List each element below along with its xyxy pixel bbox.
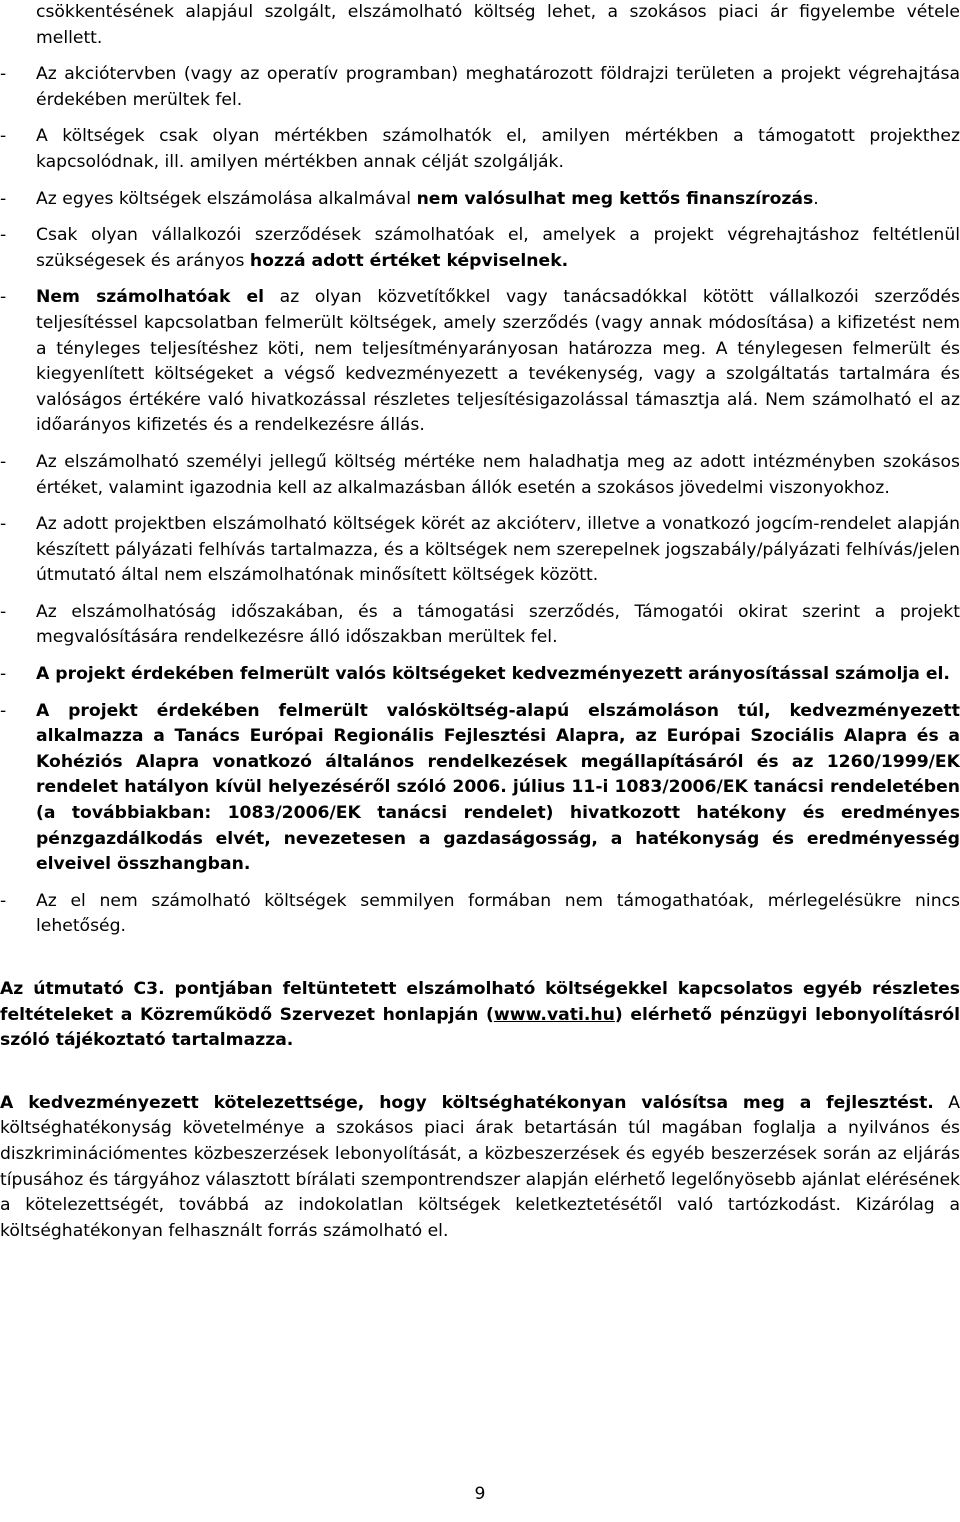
list-item-text: Az el nem számolható költségek semmilyen formában nem támogathatóak, mérlegelésükre nincs lehetőség.: [36, 890, 960, 937]
bullet-dash: -: [0, 225, 7, 246]
list-item-text: Csak olyan vállalkozói szerződések számolhatóak el, amelyek a projekt végrehajtáshoz feltétlenül szükségesek és arányos: [36, 225, 960, 271]
bullet-dash: -: [0, 664, 7, 685]
list-item-bold-text: A projekt érdekében felmerült valósköltség-alapú elszámoláson túl, kedvezményezett alkalmazza a Tanács Európai Regionális Fejlesztési Alapra, az Európai Szociális Alapra és a Kohéziós Alapra vonatkozó általános rendelkezések megállapításáról és az 1260/1999/EK rendelet hatályon kívül helyezéséről szóló 2006. július 11-i 1083/2006/EK tanácsi rendeletében (a továbbiakban: 1083/2006/EK tanácsi rendelet) hivatkozott hatékony és eredményes pénzgazdálkodás elvét, nevezetesen a gazdaságosság, a hatékonyság és eredményesség elveivel összhangban.: [36, 700, 960, 875]
list-item-text: Az egyes költségek elszámolása alkalmával: [36, 188, 417, 209]
list-item-text: Az elszámolható személyi jellegű költség mértéke nem haladhatja meg az adott intézményben szokásos értéket, valamint igazodnia kell az alkalmazásban állók esetén a szokásos jövedelmi viszonyokhoz.: [36, 451, 960, 498]
list-item-text: A költségek csak olyan mértékben számolhatók el, amilyen mértékben a támogatott projekthez kapcsolódnak, ill. amilyen mértékben annak célját szolgálják.: [36, 126, 960, 172]
bullet-dash: -: [0, 514, 7, 535]
lead-paragraph: csökkentésének alapjául szolgált, elszámolható költség lehet, a szokásos piaci ár figyelembe vétele mellett.: [36, 2, 960, 48]
info-paragraph-bold-text-end: ) elérhető pénzügyi lebonyolításról szóló tájékoztató tartalmazza.: [0, 1004, 960, 1051]
bullet-dash: -: [0, 890, 7, 911]
list-item: [0, 124, 960, 175]
cost-efficiency-bold-text: A kedvezményezett kötelezettsége, hogy költséghatékonyan valósítsa meg a fejlesztést.: [0, 1092, 934, 1113]
list-item-text: Az elszámolhatóság időszakában, és a támogatási szerződés, Támogatói okirat szerint a projekt megvalósítására rendelkezésre álló időszakban merültek fel.: [36, 601, 960, 648]
list-item-bold-text: hozzá adott értéket képviselnek.: [249, 250, 569, 271]
list-item-bold-text: A projekt érdekében felmerült valós költségeket kedvezményezett arányosítással számolja el.: [36, 664, 950, 685]
cost-efficiency-paragraph: [0, 1091, 960, 1245]
list-item: [0, 699, 960, 878]
vati-link[interactable]: www.vati.hu: [493, 1004, 615, 1025]
list-item: [0, 889, 960, 940]
list-item: [0, 187, 960, 213]
bullet-dash: -: [0, 64, 7, 85]
list-item-text-end: .: [813, 188, 819, 209]
list-item-text: Az akciótervben (vagy az operatív programban) meghatározott földrajzi területen a projekt végrehajtása érdekében merültek fel.: [36, 64, 960, 110]
bullet-dash: -: [0, 287, 7, 308]
bullet-dash: -: [0, 700, 7, 721]
bullet-dash: -: [0, 188, 7, 209]
list-item: [0, 512, 960, 589]
page-number: 9: [474, 1484, 486, 1504]
list-item: [0, 600, 960, 651]
list-item-bold-text: nem valósulhat meg kettős finanszírozás: [416, 188, 814, 209]
list-item: [0, 223, 960, 274]
bullet-dash: -: [0, 126, 7, 147]
info-paragraph-bold-text: Az útmutató C3. pontjában feltüntetett elszámolható költségekkel kapcsolatos egyéb részletes feltételeket a Közreműködő Szervezet honlapján (: [0, 979, 960, 1025]
cost-efficiency-text: A költséghatékonyság követelménye a szokásos piaci árak betartásán túl magában foglalja a nyilvános és diszkriminációmentes közbeszerzések lebonyolítását, a közbeszerzések és egyéb beszerzések során az eljárás típusához és tárgyához választott bírálati szempontrendszer alapján elérhető legelőnyösebb ajánlat elérésének a kötelezettségét, továbbá az indokolatlan költségek keletkeztetésétől való tartózkodást. Kizárólag a költséghatékonyan felhasznált forrás számolható el.: [0, 1092, 960, 1241]
list-item-bold-text: Nem számolhatóak el: [36, 287, 265, 308]
list-item: [0, 662, 960, 688]
list-item-text: Az adott projektben elszámolható költségek körét az akcióterv, illetve a vonatkozó jogcím-rendelet alapján készített pályázati felhívás tartalmazza, és a költségek nem szerepelnek jogszabály/pályázati felhívás/jelen útmutató által nem elszámolhatónak minősített költségek között.: [36, 514, 960, 586]
list-item: [0, 450, 960, 501]
bullet-dash: -: [0, 601, 7, 622]
bullet-dash: -: [0, 451, 7, 472]
list-item: [0, 62, 960, 113]
info-paragraph: [0, 977, 960, 1054]
list-item: [0, 285, 960, 439]
list-item-text: az olyan közvetítőkkel vagy tanácsadókkal kötött vállalkozói szerződés teljesítéssel kapcsolatban felmerült költségek, amely szerződés (vagy annak módosítása) a kifizetést nem a tényleges teljesítéshez köti, nem teljesítményarányosan határozza meg. A ténylegesen felmerült és kiegyenlített költségeket a végső kedvezményezett a tevékenység, vagy a szolgáltatás tartalmára és valóságos értékére való hivatkozással részletes teljesítésigazolással támasztja alá. Nem számolható el az időarányos kifizetés és a rendelkezésre állás.: [36, 287, 960, 436]
